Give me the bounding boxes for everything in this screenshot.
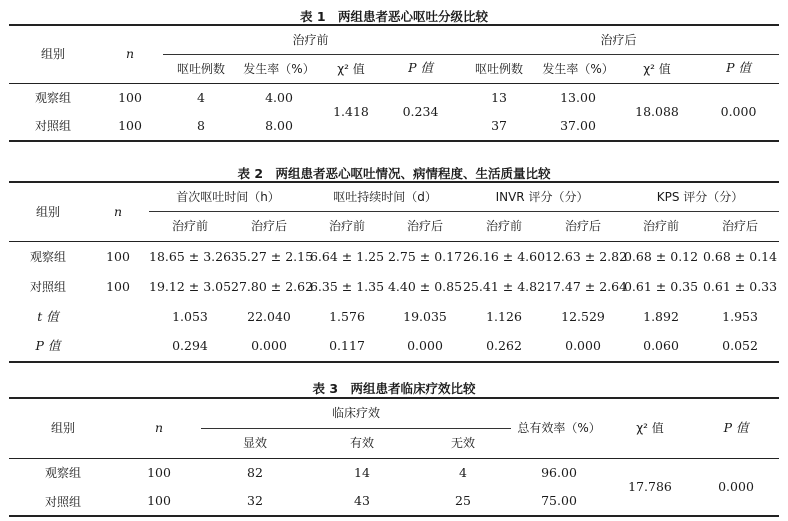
- table3-header-p: P 值: [693, 398, 779, 458]
- table2-t-v6: 12.529: [561, 308, 605, 324]
- table2-p-label-text: P 值: [35, 338, 61, 354]
- table1-header-before: [163, 25, 458, 54]
- table3-header-marked: 显效: [201, 428, 309, 458]
- table2-t-v1: 1.053: [172, 308, 208, 324]
- table1-row1-n: 100: [118, 89, 142, 105]
- table1-header-after-cases: 呕吐例数: [458, 54, 540, 83]
- table2-p-v6: 0.000: [545, 332, 621, 362]
- table1-after-p: 0.000: [698, 83, 779, 141]
- table2-row1-v2: 35.27 ± 2.15: [231, 248, 314, 264]
- table2-row2-group: 对照组: [29, 280, 66, 294]
- table2-row1-n: 100: [106, 248, 130, 264]
- table1-row1-after-rate: 13.00: [560, 89, 596, 105]
- table2-p-v1: 0.294: [149, 332, 231, 362]
- table2-row2-v1: 19.12 ± 3.05: [149, 278, 232, 294]
- table1-header-after-p: P 值: [698, 54, 779, 83]
- table2-row1-v6: 12.63 ± 2.82: [545, 248, 628, 264]
- table1-header-before-rate: 发生率（%）: [239, 54, 319, 83]
- table2-header-invr: INVR 评分（分）: [463, 182, 621, 211]
- table1-row1-before-rate: 4.00: [265, 89, 293, 105]
- table2-row1-v8: 0.68 ± 0.14: [702, 248, 778, 264]
- table3-row1-n: 100: [147, 465, 171, 480]
- table2-p-n-empty: [87, 332, 149, 362]
- table3-header-total: 总有效率（%）: [511, 398, 607, 458]
- table3-row2-invalid: 25: [415, 488, 511, 516]
- table2-row2-v7: 0.61 ± 0.35: [623, 278, 699, 294]
- table2-header-first-after: 治疗后: [231, 211, 307, 241]
- table2-t-label: [9, 302, 87, 332]
- table2-row2-v6: 17.47 ± 2.64: [545, 278, 628, 294]
- table3-p: 0.000: [693, 458, 779, 516]
- table2-p-v2: 0.000: [231, 332, 307, 362]
- table2-row1-v4: 2.75 ± 0.17: [387, 248, 463, 264]
- table2-t-v4: 19.035: [403, 308, 447, 324]
- table1-header-n: n: [97, 25, 163, 83]
- table2-p-label: [9, 332, 87, 362]
- table2-header-kps-after: 治疗后: [701, 211, 779, 241]
- table2-row1-v7: 0.68 ± 0.12: [623, 248, 699, 264]
- table3-row2-valid: 43: [309, 488, 415, 516]
- table3-row2-marked: 32: [201, 488, 309, 516]
- table3-row1-valid: 14: [354, 465, 370, 480]
- table2-t-v2: 22.040: [247, 308, 291, 324]
- table2-t-v5: 1.126: [486, 308, 522, 324]
- table3-caption: 表 3 两组患者临床疗效比较: [312, 381, 476, 396]
- table1-before-p: 0.234: [383, 83, 458, 141]
- table2-header-invr-before: 治疗前: [463, 211, 545, 241]
- table3-header-group: 组别: [9, 398, 117, 458]
- table1: [9, 24, 779, 142]
- table2-row2-v8: 0.61 ± 0.33: [702, 278, 778, 294]
- table3-header-valid: 有效: [309, 428, 415, 458]
- table2-row1-v5: 26.16 ± 4.60: [463, 248, 546, 264]
- table-row: [9, 302, 779, 332]
- table2-t-v8: 1.953: [722, 308, 758, 324]
- table1-header-before-p: P 值: [383, 54, 458, 83]
- table2-header-duration-after: 治疗后: [387, 211, 463, 241]
- table1-row2-before-rate: 8.00: [239, 112, 319, 141]
- table2: [9, 181, 779, 363]
- table2-row2-v2: 27.80 ± 2.62: [231, 278, 314, 294]
- table3-header-efficacy: 临床疗效: [201, 398, 511, 428]
- table2-t-v3: 1.576: [329, 308, 365, 324]
- table1-row2-group: 对照组: [9, 112, 97, 141]
- table3-header-chi: χ² 值: [607, 398, 693, 458]
- table1-caption: 表 1 两组患者恶心呕吐分级比较: [299, 9, 489, 24]
- table3-chi: 17.786: [607, 458, 693, 516]
- table1-row1-before-cases: 4: [197, 89, 205, 105]
- table2-row2-v5: 25.41 ± 4.82: [463, 278, 546, 294]
- table1-before-chi: 1.418: [319, 83, 383, 141]
- table2-header-kps: KPS 评分（分）: [621, 182, 779, 211]
- table2-row1-group: 观察组: [29, 249, 66, 264]
- table1-header-after: [458, 25, 779, 54]
- table1-header-after-rate: 发生率（%）: [540, 54, 616, 83]
- table2-header-kps-before: 治疗前: [621, 211, 701, 241]
- table3-row2-n: 100: [117, 488, 201, 516]
- table1-header-before-cases: 呕吐例数: [163, 54, 239, 83]
- table1-header-group: 组别: [9, 25, 97, 83]
- table2-header-first: 首次呕吐时间（h）: [149, 182, 307, 211]
- table2-caption: 表 2 两组患者恶心呕吐情况、病情程度、生活质量比较: [237, 166, 551, 181]
- table3-row2-group: 对照组: [9, 488, 117, 516]
- table2-header-n: n: [87, 182, 149, 241]
- table-row: [9, 241, 779, 272]
- table2-header-invr-after: 治疗后: [545, 211, 621, 241]
- table-row: [9, 272, 779, 302]
- table3-row1-marked: 82: [247, 465, 263, 480]
- table-row: [9, 332, 779, 362]
- table1-row2-after-rate: 37.00: [540, 112, 616, 141]
- table2-row2-v4: 4.40 ± 0.85: [387, 278, 463, 294]
- table1-header-before-label: 治疗前: [292, 32, 329, 47]
- table1-row2-after-cases: 37: [458, 112, 540, 141]
- table1-header-after-chi: χ² 值: [616, 54, 698, 83]
- table1-row1-after-cases: 13: [491, 89, 507, 105]
- table1-row2-n: 100: [97, 112, 163, 141]
- table1-row2-before-cases: 8: [163, 112, 239, 141]
- table3-header-invalid: 无效: [415, 428, 511, 458]
- table2-p-v5: 0.262: [463, 332, 545, 362]
- table2-header-first-before: 治疗前: [149, 211, 231, 241]
- table3-row1-invalid: 4: [459, 465, 467, 480]
- table3-row1-total: 96.00: [541, 465, 577, 480]
- table2-p-v3: 0.117: [307, 332, 387, 362]
- table2-header-group: 组别: [9, 182, 87, 241]
- table3: [9, 397, 779, 517]
- table1-after-chi: 18.088: [616, 83, 698, 141]
- table2-row1-v3: 6.64 ± 1.25: [309, 248, 385, 264]
- table-row: [9, 458, 779, 488]
- table2-p-v8: 0.052: [701, 332, 779, 362]
- table1-row1-group: 观察组: [34, 90, 71, 105]
- table2-p-v7: 0.060: [621, 332, 701, 362]
- table3-row2-total: 75.00: [511, 488, 607, 516]
- table2-t-n-empty: [87, 302, 149, 332]
- table2-header-duration: 呕吐持续时间（d）: [307, 182, 463, 211]
- table-row: [9, 83, 779, 112]
- table2-p-v4: 0.000: [387, 332, 463, 362]
- table2-row1-v1: 18.65 ± 3.26: [149, 248, 232, 264]
- table2-t-v7: 1.892: [643, 308, 679, 324]
- table3-header-n: n: [117, 398, 201, 458]
- table2-t-label-text: t 值: [37, 308, 59, 324]
- table2-header-duration-before: 治疗前: [307, 211, 387, 241]
- table1-header-after-label: 治疗后: [600, 32, 637, 47]
- table3-row1-group: 观察组: [44, 466, 81, 481]
- table2-row2-v3: 6.35 ± 1.35: [309, 278, 385, 294]
- table1-header-before-chi: χ² 值: [319, 54, 383, 83]
- table2-row2-n: 100: [106, 278, 130, 294]
